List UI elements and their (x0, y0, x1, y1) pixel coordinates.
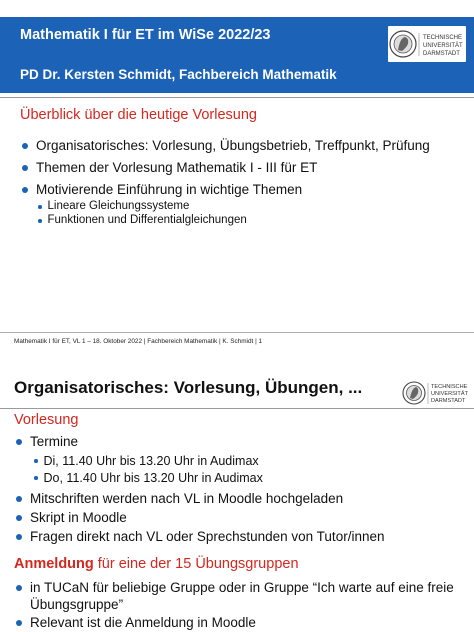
list-item: in TUCaN für beliebige Gruppe oder in Gruppe “Ich warte auf eine freie (16, 580, 454, 595)
bullet-icon (22, 165, 28, 171)
list-item: Fragen direkt nach VL oder Sprechstunden von Tutor/innen (16, 529, 384, 544)
svg-text:TECHNISCHE: TECHNISCHE (423, 35, 463, 41)
tu-darmstadt-logo (402, 378, 472, 408)
svg-text:DARMSTADT: DARMSTADT (423, 51, 460, 57)
svg-text:DARMSTADT: DARMSTADT (431, 398, 466, 404)
section-heading: Überblick über die heutige Vorlesung (20, 107, 257, 123)
sub-list-item: Do, 11.40 Uhr bis 13.20 Uhr in Audimax (34, 471, 263, 485)
slide-footer: Mathematik I für ET, VL 1 – 18. Oktober 2022 | Fachbereich Mathematik | K. Schmidt | 1 (14, 338, 263, 345)
bullet-icon (16, 620, 22, 626)
divider (0, 97, 474, 98)
divider (0, 408, 474, 409)
page-gap (0, 352, 474, 370)
section-heading (14, 556, 299, 572)
bullet-icon (16, 534, 22, 540)
slide-subtitle: PD Dr. Kersten Schmidt, Fachbereich Mathematik (20, 67, 337, 82)
bullet-icon (16, 515, 22, 521)
svg-text:UNIVERSITÄT: UNIVERSITÄT (431, 391, 468, 397)
sub-list-item: Di, 11.40 Uhr bis 13.20 Uhr in Audimax (34, 454, 259, 468)
bullet-icon (16, 585, 22, 591)
sub-bullet-icon (34, 476, 38, 480)
slide-title: Mathematik I für ET im WiSe 2022/23 (20, 27, 271, 43)
list-item: Relevant ist die Anmeldung in Moodle (16, 615, 256, 630)
sub-bullet-icon (38, 219, 42, 223)
section-heading: Vorlesung (14, 412, 79, 428)
athene-seal-icon (388, 26, 466, 62)
svg-text:UNIVERSITÄT: UNIVERSITÄT (423, 43, 463, 49)
list-item: Mitschriften werden nach VL in Moodle hochgeladen (16, 491, 343, 506)
svg-text:TECHNISCHE: TECHNISCHE (431, 384, 468, 390)
list-item: Skript in Moodle (16, 510, 127, 525)
list-item: Organisatorisches: Vorlesung, Übungsbetrieb, Treffpunkt, Prüfung (22, 138, 430, 153)
bullet-icon (22, 143, 28, 149)
tu-darmstadt-logo (388, 26, 466, 62)
slide-title: Organisatorisches: Vorlesung, Übungen, ... (14, 378, 363, 397)
bullet-icon (16, 496, 22, 502)
sub-list-item: Funktionen und Differentialgleichungen (38, 214, 247, 226)
anmeldung-label: Anmeldung (14, 556, 94, 572)
footer-divider (0, 332, 474, 333)
sub-bullet-icon (34, 459, 38, 463)
bullet-icon (22, 187, 28, 193)
list-item: Termine (16, 434, 78, 449)
slide-header (0, 17, 474, 93)
list-item-continuation: Übungsgruppe” (30, 597, 124, 612)
sub-bullet-icon (38, 205, 42, 209)
list-item: Themen der Vorlesung Mathematik I - III für ET (22, 160, 317, 175)
list-item: Motivierende Einführung in wichtige Themen (22, 182, 302, 197)
bullet-icon (16, 439, 22, 445)
anmeldung-rest: für eine der 15 Übungsgruppen (93, 556, 299, 572)
slide-2 (0, 370, 474, 632)
athene-seal-icon (402, 378, 472, 408)
sub-list-item: Lineare Gleichungssysteme (38, 200, 189, 212)
